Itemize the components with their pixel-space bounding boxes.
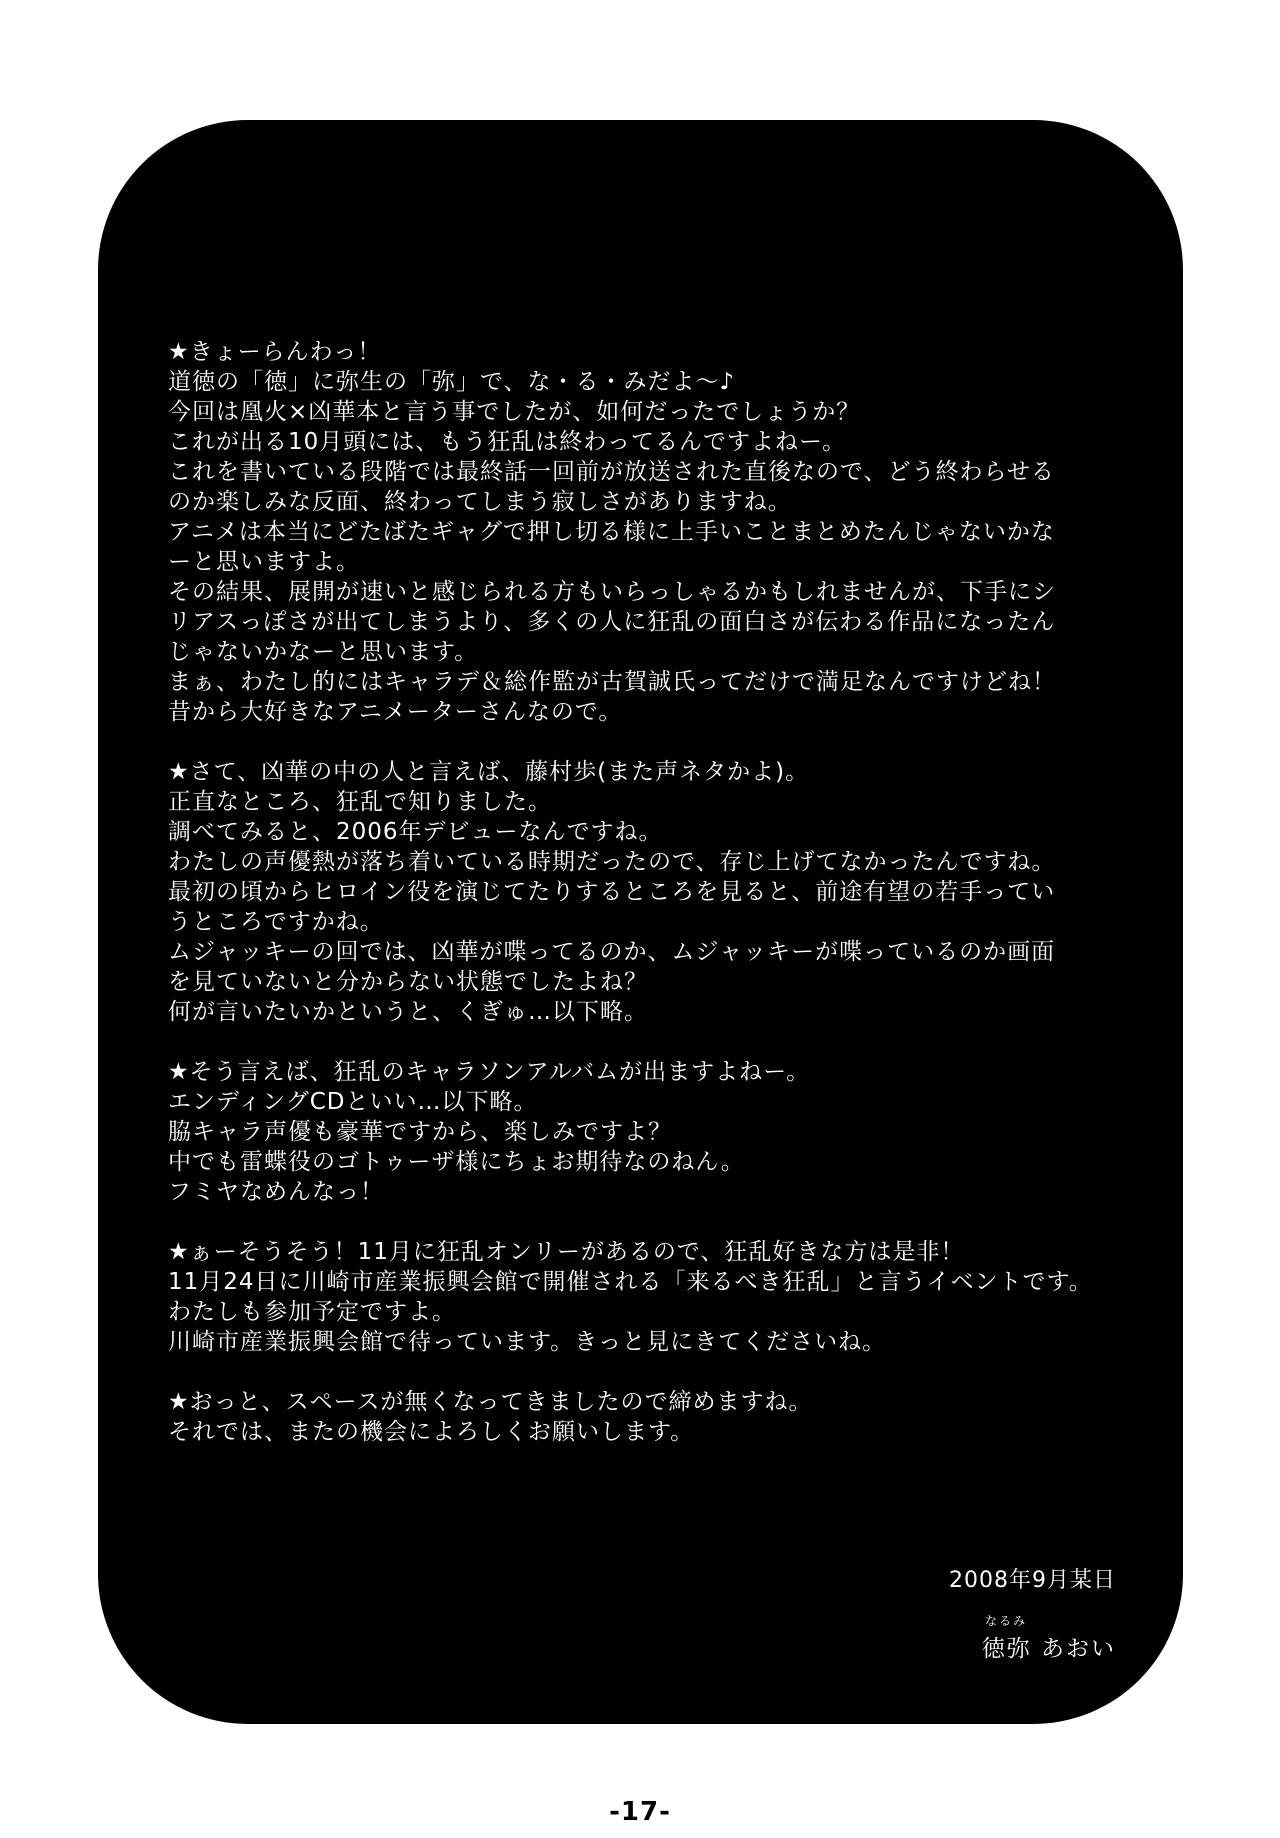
text-line: ★きょーらんわっ！ [168, 339, 382, 365]
text-line: ムジャッキーの回では、凶華が喋ってるのか、ムジャッキーが喋っているのか画面 [168, 939, 1056, 965]
text-line: 調べてみると、2006年デビューなんですね。 [168, 819, 663, 845]
text-line: ★そう言えば、狂乱のキャラソンアルバムが出ますよねー。 [168, 1059, 811, 1085]
author-name: 徳弥 あおい [981, 1636, 1116, 1662]
paragraph-gap [168, 1207, 1128, 1237]
text-line: 最初の頃からヒロイン役を演じてたりするところを見ると、前途有望の若手ってい [168, 879, 1056, 905]
text-line: を見ていないと分からない状態でしたよね？ [168, 969, 648, 995]
text-line: ★ぁーそうそう！11月に狂乱オンリーがあるので、狂乱好きな方は是非！ [168, 1239, 965, 1265]
text-line: わたしの声優熱が落ち着いている時期だったので、存じ上げてなかったんですね。 [168, 849, 1056, 875]
text-line: 何が言いたいかというと、くぎゅ…以下略。 [168, 999, 648, 1025]
text-line: ★さて、凶華の中の人と言えば、藤村歩(また声ネタかよ)。 [168, 759, 810, 785]
text-line: その結果、展開が速いと感じられる方もいらっしゃるかもしれませんが、下手にシ [168, 579, 1056, 605]
text-line: これを書いている段階では最終話一回前が放送された直後なので、どう終わらせる [168, 459, 1055, 485]
text-line: 昔から大好きなアニメーターさんなので。 [168, 699, 623, 725]
text-line: じゃないかなーと思います。 [168, 639, 479, 665]
text-line: 中でも雷蝶役のゴトゥーザ様にちょお期待なのねん。 [168, 1149, 745, 1175]
text-line: それでは、またの機会によろしくお願いします。 [168, 1419, 695, 1445]
author-furigana: なるみ [985, 1614, 1028, 1628]
text-line: うところですかね。 [168, 909, 384, 935]
paragraph-gap [168, 727, 1128, 757]
text-line: エンディングCDといい…以下略。 [168, 1089, 538, 1115]
text-line: のか楽しみな反面、終わってしまう寂しさがありますね。 [168, 489, 792, 515]
text-line: これが出る10月頭には、もう狂乱は終わってるんですよねー。 [168, 429, 847, 455]
afterword-text [168, 337, 1128, 1447]
text-line: 11月24日に川崎市産業振興会館で開催される「来るべき狂乱」と言うイベントです。 [168, 1269, 1093, 1295]
page-number: -17- [609, 1797, 671, 1827]
text-line: わたしも参加予定ですよ。 [168, 1299, 456, 1325]
text-line: ★おっと、スペースが無くなってきましたので締めますね。 [168, 1389, 813, 1415]
paragraph-gap [168, 1357, 1128, 1387]
text-line: 脇キャラ声優も豪華ですから、楽しみですよ？ [168, 1119, 672, 1145]
signature-date: 2008年9月某日 [949, 1568, 1116, 1593]
text-line: ーと思いますよ。 [168, 549, 360, 575]
text-line: アニメは本当にどたばたギャグで押し切る様に上手いことまとめたんじゃないかな [168, 519, 1055, 545]
text-line: 正直なところ、狂乱で知りました。 [168, 789, 552, 815]
paragraph-gap [168, 1027, 1128, 1057]
text-line: フミヤなめんなっ！ [168, 1179, 384, 1205]
text-line: 道徳の「徳」に弥生の「弥」で、な・る・みだよ～♪ [168, 369, 736, 395]
text-line: 川崎市産業振興会館で待っています。きっと見にきてくださいね。 [168, 1329, 887, 1355]
text-line: リアスっぽさが出てしまうより、多くの人に狂乱の面白さが伝わる作品になったん [168, 609, 1056, 635]
text-line: 今回は凰火×凶華本と言う事でしたが、如何だったでしょうか？ [168, 399, 861, 425]
text-line: まぁ、わたし的にはキャラデ＆総作監が古賀誠氏ってだけで満足なんですけどね！ [168, 669, 1056, 695]
